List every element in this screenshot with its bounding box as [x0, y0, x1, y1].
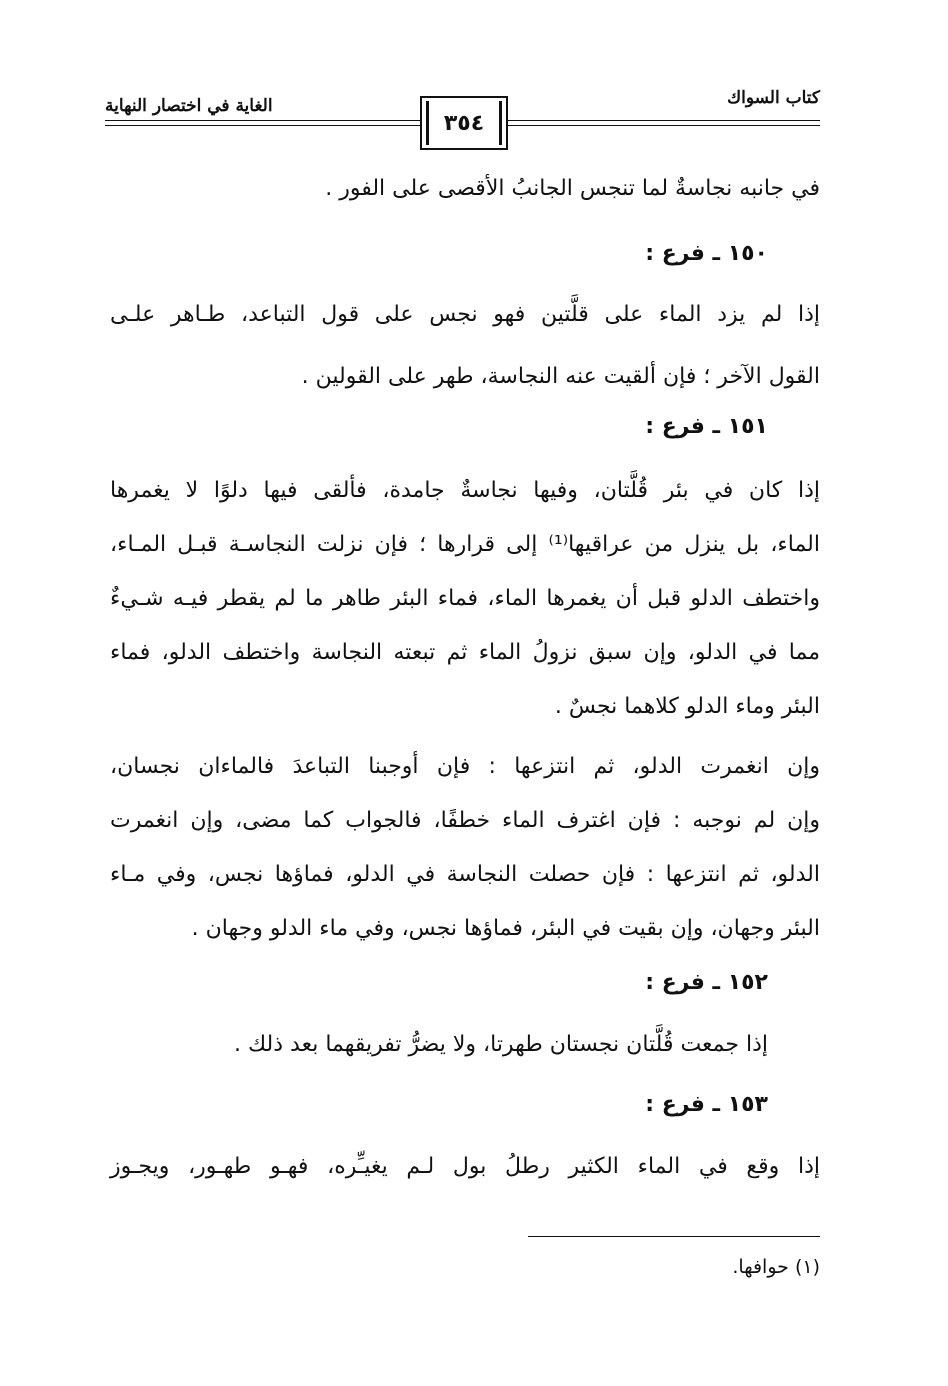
section-heading: ١٥٠ ـ فرع : — [645, 241, 768, 266]
text-line: الماء، بل ينزل من عراقيها⁽¹⁾ إلى قرارها ؛ فإن نزلت النجاسـة قبـل المـاء، — [110, 532, 820, 557]
footnote-rule — [528, 1236, 820, 1237]
running-header-work: الغاية في اختصار النهاية — [105, 96, 273, 116]
text-line: إذا جمعت قُلَّتان نجستان طهرتا، ولا يضرُّ تفريقهما بعد ذلك . — [234, 1032, 768, 1057]
footnote: (١) حوافها. — [732, 1256, 820, 1278]
text-line: إذا وقع في الماء الكثير رطلُ بول لـم يغيـِّره، فهـو طهـور، ويجـوز — [110, 1154, 820, 1179]
running-header-book: كتاب السواك — [727, 88, 820, 108]
section-heading: ١٥١ ـ فرع : — [645, 414, 768, 439]
text-line: مما في الدلو، وإن سبق نزولُ الماء ثم تبعته النجاسة واختطف الدلو، فماء — [110, 640, 820, 665]
page-number: ٣٥٤ — [443, 110, 485, 136]
text-line: إذا كان في بئر قُلَّتان، وفيها نجاسةٌ جامدة، فألقى فيها دلوًا لا يغمرها — [110, 478, 820, 503]
text-line: في جانبه نجاسةٌ لما تنجس الجانبُ الأقصى على الفور . — [325, 176, 820, 201]
text-line: البئر وجهان، وإن بقيت في البئر، فماؤها نجس، وفي ماء الدلو وجهان . — [191, 916, 820, 941]
text-line: القول الآخر ؛ فإن ألقيت عنه النجاسة، طهر على القولين . — [301, 364, 820, 389]
section-heading: ١٥٣ ـ فرع : — [645, 1092, 768, 1117]
text-line: واختطف الدلو قبل أن يغمرها الماء، فماء البئر طاهر ما لم يقطر فيـه شـيءٌ — [110, 586, 820, 611]
text-line: إذا لم يزد الماء على قلَّتين فهو نجس على قول التباعد، طـاهر علـى — [110, 302, 820, 327]
text-line: البئر وماء الدلو كلاهما نجسٌ . — [554, 694, 820, 719]
page-number-frame — [420, 96, 508, 150]
text-line: الدلو، ثم انتزعها : فإن حصلت النجاسة في الدلو، فماؤها نجس، وفي مـاء — [110, 862, 820, 887]
text-line: وإن انغمرت الدلو، ثم انتزعها : فإن أوجبنا التباعدَ فالماءان نجسان، — [110, 754, 820, 779]
section-heading: ١٥٢ ـ فرع : — [645, 970, 768, 995]
text-line: وإن لم نوجبه : فإن اغترف الماء خطفًا، فالجواب كما مضى، وإن انغمرت — [110, 808, 820, 833]
